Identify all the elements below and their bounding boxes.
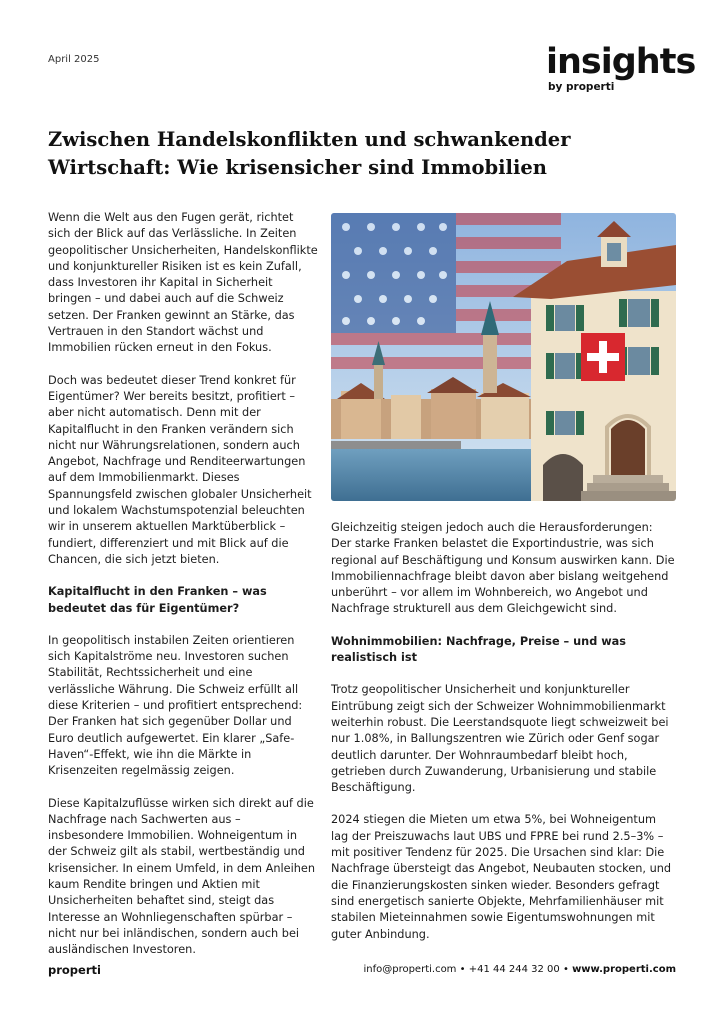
logo-byline: by properti: [548, 81, 615, 93]
section-heading-kapitalflucht: Kapitalflucht in den Franken – was bedeutet das für Eigentümer?: [48, 585, 267, 615]
footer-website-link[interactable]: www.properti.com: [572, 964, 676, 975]
footer-brand-logo: properti: [48, 963, 101, 977]
footer-email-link[interactable]: info@properti.com: [363, 964, 457, 975]
intro-paragraph: Wenn die Welt aus den Fugen gerät, richtet sich der Blick auf das Verlässliche. In Zeiten geopolitischer Unsicherheiten, Handelskonflikte und konjunktureller Risiken ist es kein Zufall, dass Investoren ihr Kapital in Sicherheit bringen – und dabei auch auf die Schweiz setzen. Der Franken gewinnt an Stärke, das Vertrauen in den Standort wächst und Immobilien rücken erneut in den Fokus.: [48, 211, 318, 355]
footer-phone-link[interactable]: +41 44 244 32 00: [468, 964, 560, 975]
logo-wordmark: insights: [546, 42, 696, 82]
footer-separator: •: [559, 964, 573, 975]
left-column: [48, 210, 318, 974]
hero-image-zurich-flags: [331, 213, 676, 501]
right-column: [331, 520, 676, 959]
footer-contact: [363, 964, 676, 975]
paragraph: 2024 stiegen die Mieten um etwa 5%, bei Wohneigentum lag der Preiszuwachs laut UBS und FPRE bei rund 2.5–3% – mit positiver Tendenz für 2025. Die Ursachen sind klar: Die Nachfrage übersteigt das Angebot, Neubauten stocken, und die Finanzierungskosten sinken wieder. Besonders gefragt sind energetisch sanierte Objekte, Mehrfamilienhäuser mit stabilen Mieteinnahmen sowie Eigentumswohnungen mit guter Anbindung.: [331, 813, 672, 941]
footer-separator: •: [456, 964, 469, 975]
paragraph: Gleichzeitig steigen jedoch auch die Herausforderungen: Der starke Franken belastet die Exportindustrie, was sich regional auf Beschäftigung und Konsum auswirken kann. Die Immobiliennachfrage bleibt davon aber bislang weitgehend unberührt – vor allem im Wohnbereich, wo Angebot und Nachfrage strukturell aus dem Gleichgewicht sind.: [331, 521, 675, 616]
paragraph: Diese Kapitalzuflüsse wirken sich direkt auf die Nachfrage nach Sachwerten aus – insbesondere Immobilien. Wohneigentum in der Schweiz gilt als stabil, wertbeständig und krisensicher. In einem Umfeld, in dem Anleihen kaum Rendite bringen und Aktien mit Unsicherheiten behaftet sind, steigt das Interesse an Wohnliegenschaften spürbar – nicht nur bei inländischen, sondern auch bei ausländischen Investoren.: [48, 796, 316, 957]
insights-logo: [546, 42, 696, 93]
paragraph: Doch was bedeutet dieser Trend konkret für Eigentümer? Wer bereits besitzt, profitiert – aber nicht automatisch. Denn mit der Kapitalflucht in den Franken verändern sich nicht nur Währungsrelationen, sondern auch Angebot, Nachfrage und Renditeerwartungen auf dem Immobilienmarkt. Dieses Spannungsfeld zwischen globaler Unsicherheit und lokalem Wachstumspotenzial beleuchten wir in unserem aktuellen Marktüberblick – fundiert, differenziert und mit Blick auf die Chancen, die sich jetzt bieten.: [48, 373, 312, 566]
article-title: Zwischen Handelskonflikten und schwankender Wirtschaft: Wie krisensicher sind Immobilien: [48, 128, 571, 179]
paragraph: In geopolitisch instabilen Zeiten orientieren sich Kapitalströme neu. Investoren suchen Stabilität, Rechtssicherheit und eine verlässliche Währung. Die Schweiz erfüllt all diese Kriterien – und profitiert entsprechend: Der Franken hat sich gegenüber Dollar und Euro deutlich aufgewertet. Ein klarer „Safe-Haven“-Effekt, wie ihn die Märkte in Krisenzeiten regelmässig zeigen.: [48, 633, 303, 778]
issue-date: April 2025: [48, 54, 100, 65]
section-heading-wohnimmobilien: Wohnimmobilien: Nachfrage, Preise – und was realistisch ist: [331, 634, 627, 665]
paragraph: Trotz geopolitischer Unsicherheit und konjunktureller Eintrübung zeigt sich der Schweizer Wohnimmobilienmarkt weiterhin robust. Die Leerstandsquote liegt schweizweit bei nur 1.08%, in Ballungszentren wie Zürich oder Genf sogar deutlich darunter. Der Wohnraumbedarf bleibt hoch, getrieben durch Zuwanderung, Urbanisierung und stabile Beschäftigung.: [331, 683, 669, 795]
